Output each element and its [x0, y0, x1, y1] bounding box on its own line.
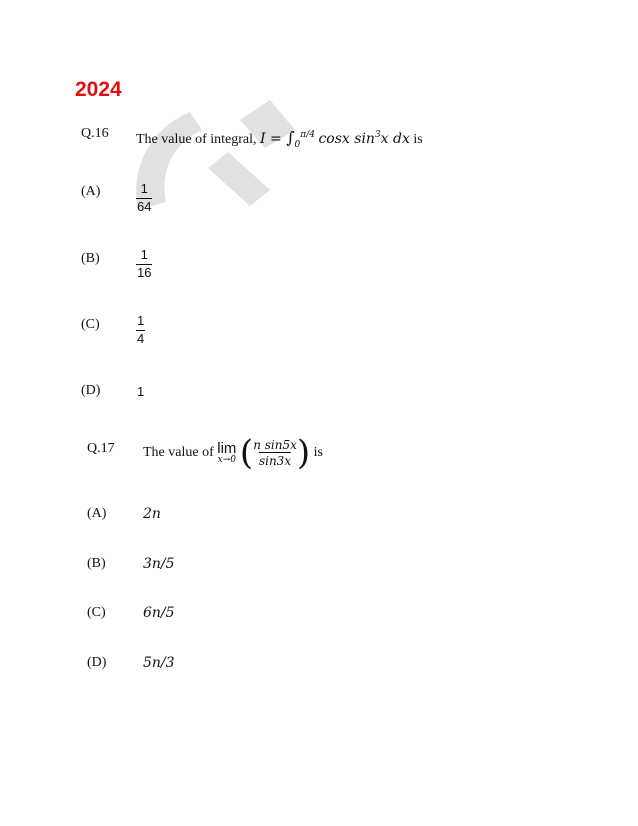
integrand: cosx sin — [318, 131, 375, 147]
option-d-label: (D) — [87, 655, 107, 670]
question-suffix: is — [409, 132, 423, 147]
option-c-label: (C) — [81, 317, 100, 332]
left-paren: ( — [239, 433, 254, 473]
right-paren: ) — [296, 433, 311, 473]
question-text — [143, 433, 323, 473]
option-d-value: 5n/3 — [143, 655, 175, 671]
question-suffix: is — [313, 445, 323, 461]
option-d-label: (D) — [81, 383, 101, 398]
question-text — [136, 128, 423, 150]
limit-word: lim — [217, 440, 237, 457]
option-a-value — [136, 182, 152, 215]
option-b-label: (B) — [81, 251, 100, 266]
option-b-value — [136, 248, 152, 281]
option-b-value: 3n/5 — [143, 556, 175, 572]
integral-variable: I — [260, 131, 266, 147]
question-prefix: The value of integral, — [136, 132, 261, 147]
year-heading: 2024 — [75, 78, 122, 101]
fraction-denominator: sin3x — [258, 454, 292, 468]
option-b-label: (B) — [87, 556, 106, 571]
option-a-label: (A) — [87, 506, 107, 521]
limit-operator — [217, 441, 236, 465]
limit-fraction — [253, 438, 297, 469]
question-number: Q.17 — [87, 441, 115, 456]
integrand-power: 3 — [374, 130, 381, 140]
lower-limit: 0 — [294, 140, 301, 150]
fraction-numerator: n sin5x — [253, 437, 297, 452]
equals-sign: = — [265, 131, 287, 147]
option-c-label: (C) — [87, 605, 106, 620]
option-b-numerator: 1 — [140, 247, 148, 262]
integral-sign: ∫ — [286, 128, 295, 147]
upper-limit: π/4 — [300, 130, 315, 140]
option-d-value: 1 — [137, 384, 145, 399]
option-a-value: 2n — [143, 506, 161, 522]
option-c-value — [136, 314, 145, 347]
option-c-denominator: 4 — [137, 330, 145, 346]
option-a-label: (A) — [81, 184, 101, 199]
option-c-numerator: 1 — [137, 313, 145, 328]
integrand-tail: x dx — [380, 131, 410, 147]
question-number: Q.16 — [81, 126, 109, 141]
question-prefix: The value of — [143, 445, 218, 461]
option-a-numerator: 1 — [140, 181, 148, 196]
option-a-denominator: 64 — [137, 198, 152, 214]
option-b-denominator: 16 — [137, 264, 152, 280]
option-c-value: 6n/5 — [143, 605, 175, 621]
limit-subscript: x→0 — [217, 455, 236, 465]
